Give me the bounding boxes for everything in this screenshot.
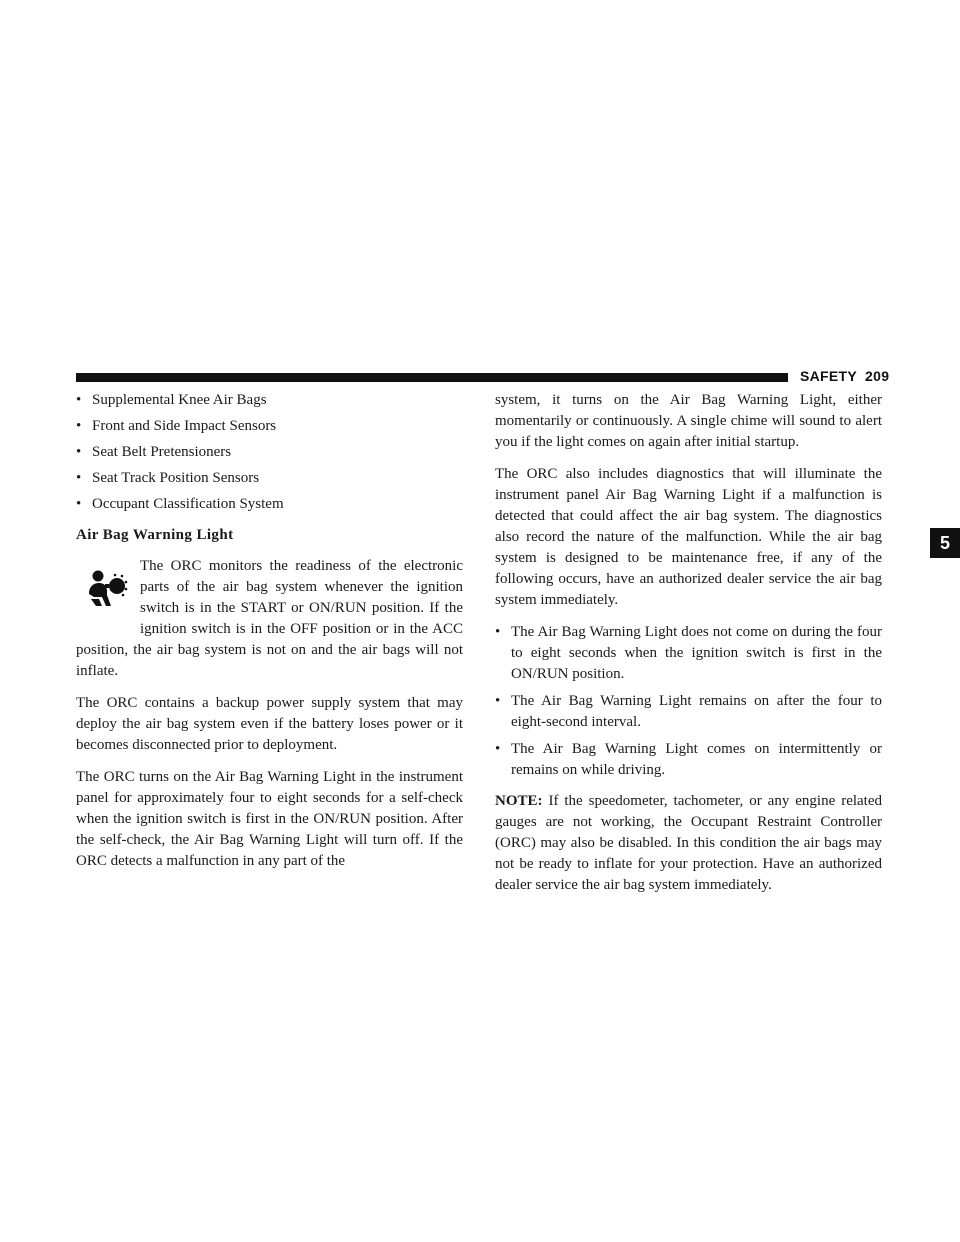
list-item: • Occupant Classification System xyxy=(76,494,463,515)
list-item: • Front and Side Impact Sensors xyxy=(76,416,463,437)
list-item: • Supplemental Knee Air Bags xyxy=(76,390,463,411)
list-item: • Seat Belt Pretensioners xyxy=(76,442,463,463)
right-column xyxy=(495,390,882,907)
header-rule xyxy=(76,373,788,382)
running-header xyxy=(800,368,910,384)
malfunction-list xyxy=(495,622,882,781)
chapter-tab: 5 xyxy=(930,528,960,558)
paragraph-orc-monitor: The ORC monitors the readiness of the electronic parts of the air bag system whenever the ignition switch is in the START or ON/RUN position. If the ignition switch is in the OFF position or in the ACC position, the air bag system is not on and the air bags will not inflate. xyxy=(76,558,463,679)
paragraph-diagnostics: The ORC also includes diagnostics that will illuminate the instrument panel Air Bag Warning Light if a malfunction is detected that could affect the air bag system. The diagnostics also record the nature of the malfunction. While the air bag system is designed to be maintenance free, if any of the following occurs, have an authorized dealer service the air bag system immediately. xyxy=(495,466,882,608)
section-heading: Air Bag Warning Light xyxy=(76,527,234,543)
note-paragraph xyxy=(495,791,882,896)
note-label: NOTE: xyxy=(495,793,543,809)
list-item: • The Air Bag Warning Light does not come on during the four to eight seconds when the ignition switch is first in the ON/RUN position. xyxy=(495,622,882,685)
air-bag-warning-icon-graphic xyxy=(86,568,128,610)
component-list xyxy=(76,390,463,515)
air-bag-warning-icon xyxy=(76,568,128,618)
page-number: 209 xyxy=(865,368,890,384)
note-text: If the speedometer, tachometer, or any engine related gauges are not working, the Occupant Restraint Controller (ORC) may also be disabled. In this condition the air bags may not be ready to inflate for your protection. Have an authorized dealer service the air bag system immediately. xyxy=(495,793,882,893)
list-item: • Seat Track Position Sensors xyxy=(76,468,463,489)
paragraph-self-check: The ORC turns on the Air Bag Warning Light in the instrument panel for approximately four to eight seconds for a self-check when the ignition switch is first in the ON/RUN position. After the self-check, the Air Bag Warning Light will turn off. If the ORC detects a malfunction in any part of the xyxy=(76,769,463,869)
paragraph-backup-power: The ORC contains a backup power supply system that may deploy the air bag system even if the battery loses power or it becomes disconnected prior to deployment. xyxy=(76,695,463,753)
paragraph-warning-light: system, it turns on the Air Bag Warning Light, either momentarily or continuously. A single chime will sound to alert you if the light comes on again after initial startup. xyxy=(495,392,882,450)
left-column xyxy=(76,390,463,883)
section-title: SAFETY xyxy=(800,368,858,384)
list-item: • The Air Bag Warning Light comes on intermittently or remains on while driving. xyxy=(495,739,882,781)
list-item: • The Air Bag Warning Light remains on after the four to eight-second interval. xyxy=(495,691,882,733)
